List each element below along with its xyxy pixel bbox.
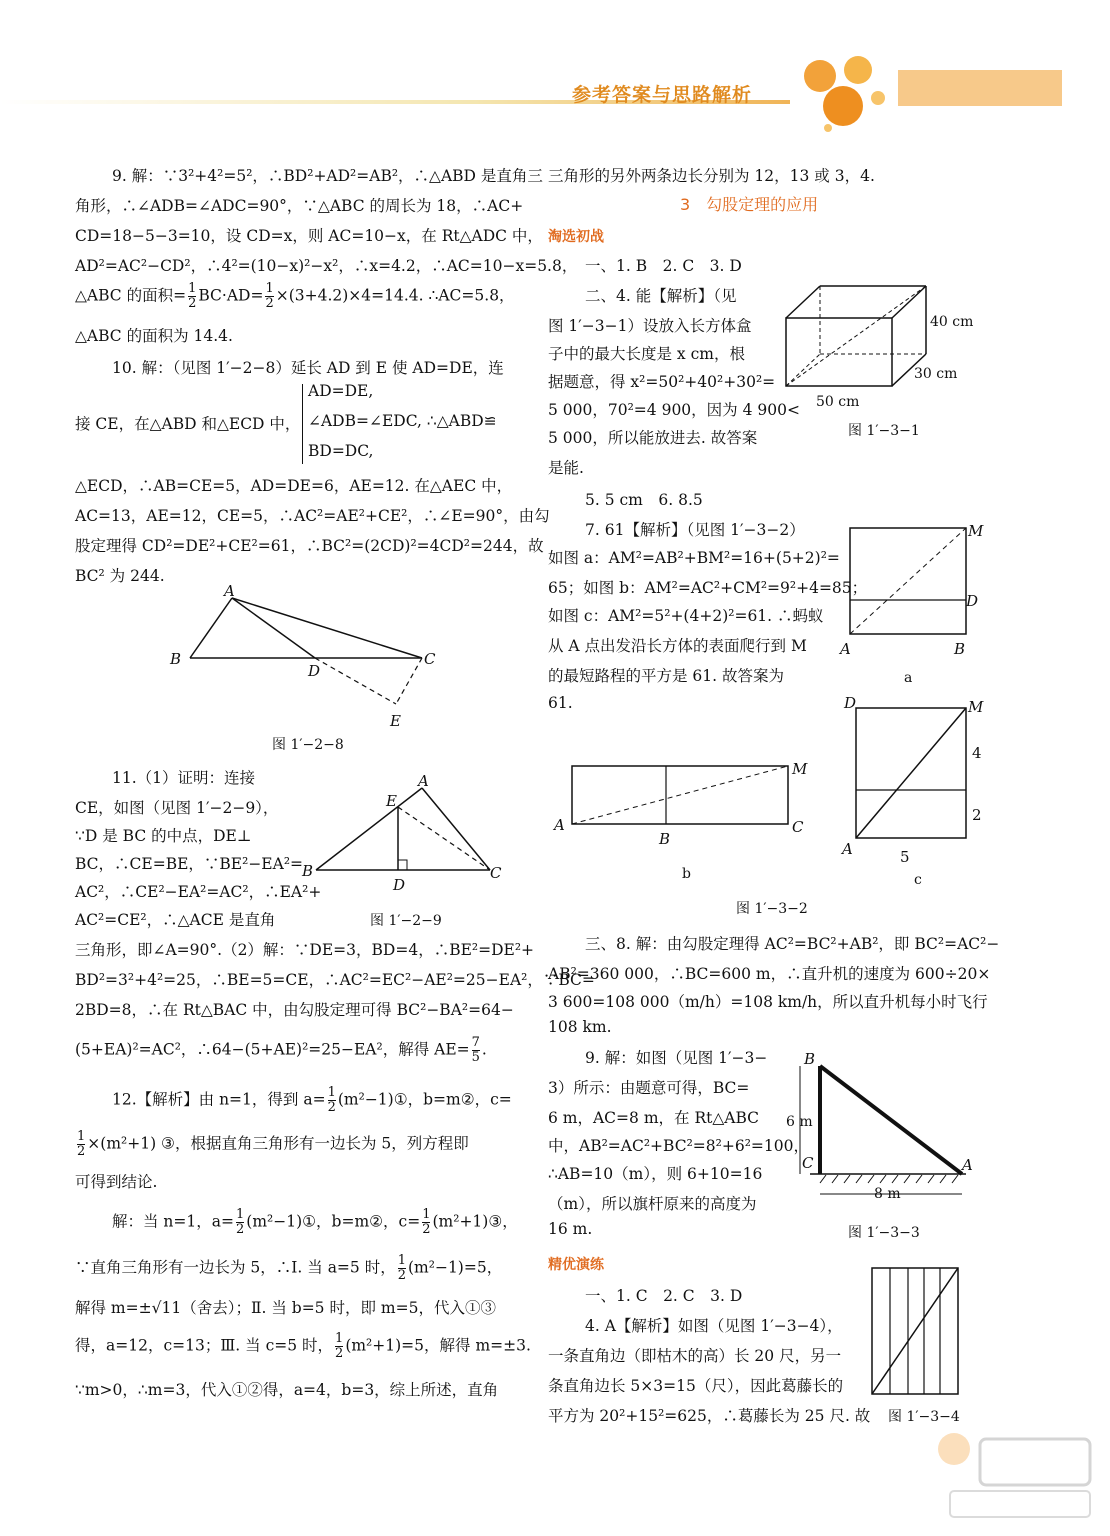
label-B: B: [302, 862, 314, 880]
q12-line: [112, 1208, 518, 1237]
section-tag: 精优演练: [548, 1257, 604, 1273]
dim-5: 5: [900, 848, 910, 866]
text: (m²−1)①，b=m②，c=: [337, 1090, 512, 1109]
q9-line: △ABC 的面积为 14.4.: [75, 327, 233, 345]
q7-line: 65；如图 b：AM²=AC²+CM²=9²+4=85；: [548, 579, 868, 597]
figure-1-3-1: [780, 280, 980, 410]
sub-b: b: [682, 866, 691, 882]
dim-6m: 6 m: [786, 1114, 813, 1130]
q12-line: [75, 1332, 531, 1361]
dim-40: 40 cm: [930, 314, 974, 330]
label-B: B: [954, 640, 966, 658]
q7-line: 7. 61【解析】（见图 1′−3−2）: [585, 521, 805, 539]
text: △ABC 的面积=: [75, 286, 187, 305]
q12-line: [75, 1130, 469, 1159]
q11-line: 11.（1）证明：连接: [112, 769, 256, 787]
r-top: 三角形的另外两条边长分别为 12，13 或 3，4.: [548, 167, 875, 185]
figure-caption: 图 1′−2−9: [370, 913, 442, 929]
text: (m²+1)③，: [432, 1212, 518, 1231]
text: .: [481, 1040, 487, 1059]
q8-line: 108 km.: [548, 1018, 612, 1036]
q9r-line: 16 m.: [548, 1220, 593, 1238]
q4-line: 5 000，70²=4 900，因为 4 900<: [548, 401, 800, 419]
label-C: C: [490, 864, 502, 882]
q7-line: 如图 c：AM²=5²+(4+2)²=61. ∴蚂蚁: [548, 607, 824, 625]
dim-30: 30 cm: [914, 366, 958, 382]
label-D: D: [844, 694, 857, 712]
q12-line: 解得 m=±√11（舍去）；Ⅱ. 当 b=5 时，即 m=5，代入①③: [75, 1299, 496, 1317]
q4-line: 据题意，得 x²=50²+40²+30²=: [548, 373, 776, 391]
text: 解：当 n=1，a=: [112, 1212, 234, 1231]
q10-line: 股定理得 CD²=DE²+CE²=61，∴BC²=(2CD)²=4CD²=244，故: [75, 537, 544, 555]
den: 2: [335, 1346, 344, 1361]
q11-line: BC，∴CE=BE，∵BE²−EA²=: [75, 855, 304, 873]
fraction: [188, 282, 196, 311]
q4b-line: 4. A【解析】如图（见图 1′−3−4），: [585, 1317, 843, 1335]
label-M: M: [968, 522, 984, 540]
q10-cond: BD=DC,: [308, 442, 374, 460]
q9r-line: 6 m，AC=8 m，在 Rt△ABC: [548, 1109, 759, 1127]
q8-line: 3 600=108 000（m/h）=108 km/h，所以直升机每小时飞行: [548, 993, 988, 1011]
q8-line: 三、8. 解：由勾股定理得 AC²=BC²+AB²，即 BC²=AC²−: [585, 935, 1000, 953]
figure-1-3-2-c: [838, 694, 998, 890]
fraction: [335, 1332, 343, 1361]
q11-line: 三角形，即∠A=90°.（2）解：∵DE=3，BD=4，∴BE²=DE²+: [75, 941, 535, 959]
sub-c: c: [914, 872, 922, 888]
q9r-line: 中，AB²=AC²+BC²=8²+6²=100，: [548, 1137, 809, 1155]
num: 1: [77, 1129, 86, 1144]
q9r-line: 9. 解：如图（见图 1′−3−: [585, 1049, 768, 1067]
q10-line: 接 CE，在△ABD 和△ECD 中，: [75, 415, 301, 433]
q9-line: CD=18−5−3=10，设 CD=x，则 AC=10−x，在 Rt△ADC 中，: [75, 227, 543, 245]
label-M: M: [792, 760, 808, 778]
q11-line: AC²，∴CE²−EA²=AC²，∴EA²+: [75, 883, 322, 901]
text: BC·AD=: [198, 286, 264, 305]
dim-2: 2: [972, 806, 982, 824]
label-C: C: [792, 818, 804, 836]
figure-1-3-2-a: [836, 518, 996, 688]
label-A: A: [224, 582, 235, 600]
q7-line: 61.: [548, 694, 573, 712]
label-A: A: [840, 640, 851, 658]
q4-line: 5 000，所以能放进去. 故答案: [548, 429, 758, 447]
r-answers: 一、1. C 2. C 3. D: [585, 1287, 743, 1305]
q11-line: AC²=CE²，∴△ACE 是直角: [75, 911, 276, 929]
num: 1: [422, 1207, 431, 1222]
den: 2: [77, 1144, 86, 1159]
r-answers: 一、1. B 2. C 3. D: [585, 257, 742, 275]
label-E: E: [390, 712, 401, 730]
text: 12.【解析】由 n=1，得到 a=: [112, 1090, 326, 1109]
dim-4: 4: [972, 744, 982, 762]
label-A: A: [962, 1156, 973, 1174]
text: ∵直角三角形有一边长为 5，∴Ⅰ. 当 a=5 时，: [75, 1258, 396, 1277]
label-D: D: [308, 662, 321, 680]
q12-line: 可得到结论.: [75, 1173, 158, 1191]
watermark-logo-icon: [930, 1425, 1100, 1525]
q4-line: 二、4. 能【解析】（见: [585, 287, 737, 305]
dim-50: 50 cm: [816, 394, 860, 410]
den: 5: [471, 1050, 480, 1065]
figure-caption: 图 1′−3−1: [848, 423, 920, 439]
figure-1-3-2-b: [548, 756, 818, 886]
label-A: A: [842, 840, 853, 858]
figure-caption: 图 1′−3−2: [736, 901, 808, 917]
q11-line: CE，如图（见图 1′−2−9），: [75, 799, 279, 817]
q7-line: 从 A 点出发沿长方体的表面爬行到 M: [548, 637, 807, 655]
q9-line: AD²=AC²−CD²，∴4²=(10−x)²−x²，∴x=4.2，∴AC=10−x=5.8，: [75, 257, 578, 275]
section-tag: 淘选初战: [548, 229, 604, 245]
figure-1-2-9: [298, 774, 508, 900]
den: 2: [422, 1222, 431, 1237]
text: (5+EA)²=AC²，∴64−(5+AE)²=25−EA²，解得 AE=: [75, 1040, 470, 1059]
fraction: [398, 1254, 406, 1283]
q4b-line: 平方为 20²+15²=625，∴葛藤长为 25 尺. 故: [548, 1407, 871, 1425]
q9-line: 角形，∴∠ADB=∠ADC=90°，∵△ABC 的周长为 18，∴AC+: [75, 197, 524, 215]
fraction: [236, 1208, 244, 1237]
fraction: [265, 282, 273, 311]
q4-line: 图 1′−3−1）设放入长方体盒: [548, 317, 752, 335]
figure-caption: 图 1′−2−8: [272, 737, 344, 753]
header-box: [898, 70, 1062, 106]
page-header-title: 参考答案与思路解析: [572, 84, 753, 106]
q12-line: [112, 1086, 512, 1115]
text: ×(3+4.2)×4=14.4. ∴AC=5.8，: [275, 286, 515, 305]
label-A: A: [554, 816, 565, 834]
q8-line: AB²=360 000，∴BC=600 m，∴直升机的速度为 600÷20×: [548, 965, 991, 983]
label-B: B: [804, 1050, 816, 1068]
q4b-line: 一条直角边（即枯木的高）长 20 尺，另一: [548, 1347, 842, 1365]
label-D: D: [393, 876, 406, 894]
fraction: [328, 1086, 336, 1115]
label-E: E: [386, 792, 397, 810]
q12-line: ∵m>0，∴m=3，代入①②得，a=4，b=3，综上所述，直角: [75, 1381, 499, 1399]
den: 2: [327, 1100, 336, 1115]
num: 1: [397, 1253, 406, 1268]
figure-1-3-4: [866, 1262, 966, 1402]
figure-1-2-8: [160, 582, 450, 732]
q9r-line: ∴AB=10（m），则 6+10=16: [548, 1165, 763, 1183]
num: 7: [471, 1035, 480, 1050]
fraction: [422, 1208, 430, 1237]
label-B: B: [170, 650, 182, 668]
q10-cond: ∠ADB=∠EDC, ∴△ABD≌: [308, 412, 497, 430]
brace: [302, 384, 303, 464]
den: 2: [397, 1268, 406, 1283]
label-B: B: [659, 830, 671, 848]
q9r-line: （m），所以旗杆原来的高度为: [548, 1195, 757, 1213]
text: (m²+1)=5，解得 m=±3.: [345, 1336, 531, 1355]
q10-line: △ECD，∴AB=CE=5，AD=DE=6，AE=12. 在△AEC 中，: [75, 477, 513, 495]
r-answers: 5. 5 cm 6. 8.5: [585, 491, 703, 509]
figure-caption: 图 1′−3−4: [888, 1409, 960, 1425]
q10-cond: AD=DE,: [308, 382, 374, 400]
text: ×(m²+1) ③，根据直角三角形有一边长为 5，列方程即: [87, 1134, 469, 1153]
figure-1-3-3: [782, 1046, 992, 1216]
q11-line: BD²=3²+4²=25，∴BE=5=CE，∴AC²=EC²−AE²=25−EA²，∵BC=: [75, 971, 595, 989]
q11-line: [75, 1036, 487, 1065]
q11-line: ∵D 是 BC 的中点，DE⊥: [75, 827, 252, 845]
section-title: 3 勾股定理的应用: [680, 195, 819, 214]
q10-line: BC² 为 244.: [75, 567, 165, 585]
label-D: D: [966, 592, 979, 610]
q9r-line: 3）所示：由题意可得，BC=: [548, 1079, 750, 1097]
q9-line: 9. 解：∵3²+4²=5²，∴BD²+AD²=AB²，∴△ABD 是直角三: [112, 167, 543, 185]
q7-line: 的最短路程的平方是 61. 故答案为: [548, 667, 785, 685]
figure-caption: 图 1′−3−3: [848, 1225, 920, 1241]
text: 得，a=12，c=13；Ⅲ. 当 c=5 时，: [75, 1336, 334, 1355]
num: 1: [188, 281, 197, 296]
q10-line: 10. 解：（见图 1′−2−8）延长 AD 到 E 使 AD=DE，连: [112, 359, 504, 377]
q7-line: 如图 a：AM²=AB²+BM²=16+(5+2)²=: [548, 549, 840, 567]
q9-area-line: [75, 282, 515, 311]
label-A: A: [418, 774, 429, 790]
num: 1: [236, 1207, 245, 1222]
decorative-balls-icon: [798, 48, 898, 138]
fraction: [472, 1036, 480, 1065]
q4-line: 子中的最大长度是 x cm，根: [548, 345, 745, 363]
q12-line: [75, 1254, 502, 1283]
num: 1: [335, 1331, 344, 1346]
q11-line: 2BD=8，∴在 Rt△BAC 中，由勾股定理可得 BC²−BA²=64−: [75, 1001, 514, 1019]
fraction: [77, 1130, 85, 1159]
num: 1: [265, 281, 274, 296]
label-C: C: [802, 1154, 814, 1172]
label-C: C: [424, 650, 436, 668]
q4-line: 是能.: [548, 459, 584, 477]
den: 2: [188, 296, 197, 311]
text: (m²−1)①，b=m②，c=: [246, 1212, 421, 1231]
den: 2: [265, 296, 274, 311]
den: 2: [236, 1222, 245, 1237]
q10-line: AC=13，AE=12，CE=5，∴AC²=AE²+CE²，∴∠E=90°，由勾: [75, 507, 550, 525]
num: 1: [327, 1085, 336, 1100]
label-M: M: [968, 698, 984, 716]
sub-a: a: [904, 670, 913, 686]
q4b-line: 条直角边长 5×3=15（尺），因此葛藤长的: [548, 1377, 844, 1395]
dim-8m: 8 m: [874, 1186, 901, 1202]
text: (m²−1)=5，: [408, 1258, 503, 1277]
